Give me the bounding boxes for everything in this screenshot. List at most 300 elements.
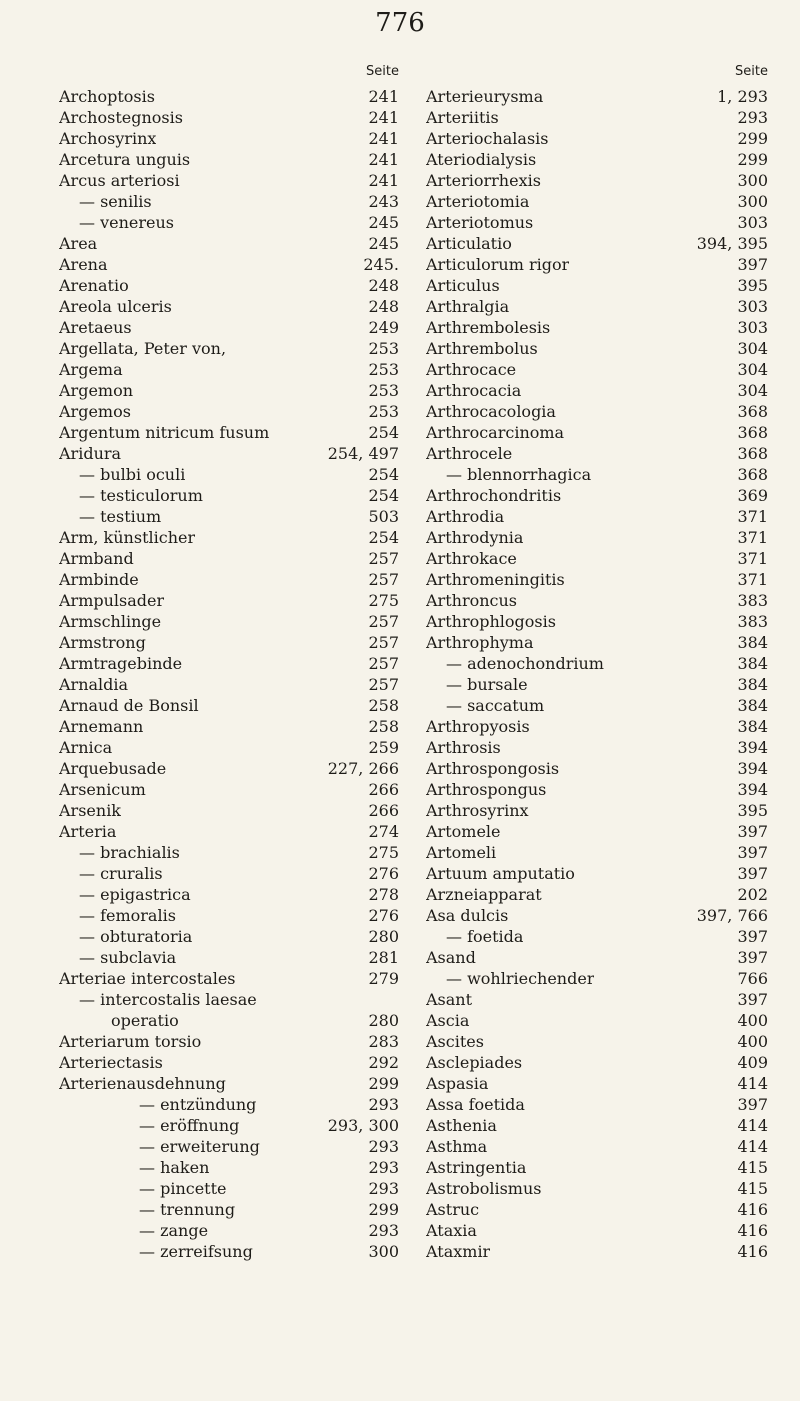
index-page-ref: 415 bbox=[737, 1179, 768, 1198]
index-entry bbox=[426, 716, 768, 737]
index-page-ref: 257 bbox=[368, 549, 399, 568]
index-term: Arthroncus bbox=[426, 591, 517, 610]
index-page-ref: 266 bbox=[368, 780, 399, 799]
index-entry bbox=[59, 590, 399, 611]
index-term: Artomeli bbox=[426, 843, 497, 862]
index-entry bbox=[59, 464, 399, 485]
index-page-ref: 253 bbox=[368, 339, 399, 358]
index-entry bbox=[426, 1115, 768, 1136]
index-entry bbox=[426, 485, 768, 506]
index-page-ref: 397 bbox=[737, 822, 768, 841]
index-entry bbox=[59, 1136, 399, 1157]
index-page-ref: 303 bbox=[737, 297, 768, 316]
index-term: Archoptosis bbox=[59, 87, 155, 106]
index-page-ref: 300 bbox=[737, 171, 768, 190]
index-term: — zerreifsung bbox=[139, 1242, 253, 1261]
index-page-ref: 254 bbox=[368, 528, 399, 547]
index-column-left bbox=[59, 64, 399, 1262]
index-page-ref: 371 bbox=[737, 570, 768, 589]
index-term: Arenatio bbox=[59, 276, 129, 295]
index-term: Asand bbox=[426, 948, 476, 967]
index-entry bbox=[59, 674, 399, 695]
index-page-ref: 409 bbox=[737, 1053, 768, 1072]
index-term: — wohlriechender bbox=[446, 969, 595, 988]
index-page-ref: 276 bbox=[368, 864, 399, 883]
index-entry bbox=[426, 695, 768, 716]
index-term: Arthrocace bbox=[426, 360, 517, 379]
index-entry bbox=[59, 107, 399, 128]
index-entry bbox=[59, 1157, 399, 1178]
index-page-ref: 241 bbox=[368, 150, 399, 169]
index-term: Asthenia bbox=[426, 1116, 497, 1135]
index-term: Arcus arteriosi bbox=[59, 171, 180, 190]
index-page-ref: 414 bbox=[737, 1137, 768, 1156]
index-term: Ascia bbox=[426, 1011, 470, 1030]
index-entry bbox=[59, 1199, 399, 1220]
index-page-ref: 293, 300 bbox=[327, 1116, 399, 1135]
index-term: — obturatoria bbox=[79, 927, 193, 946]
index-page-ref: 300 bbox=[368, 1242, 399, 1261]
index-term: Armpulsader bbox=[59, 591, 165, 610]
column-header: Seite bbox=[366, 64, 399, 79]
index-entry bbox=[59, 338, 399, 359]
index-page-ref: 279 bbox=[368, 969, 399, 988]
index-entry bbox=[426, 506, 768, 527]
index-page-ref: 253 bbox=[368, 402, 399, 421]
index-page-ref: 276 bbox=[368, 906, 399, 925]
index-term: Ataxmir bbox=[426, 1242, 491, 1261]
index-term: Asa dulcis bbox=[426, 906, 509, 925]
index-term: Arthrokace bbox=[426, 549, 517, 568]
index-entry bbox=[426, 1136, 768, 1157]
index-entry bbox=[426, 674, 768, 695]
index-entry bbox=[426, 149, 768, 170]
index-term: Aretaeus bbox=[59, 318, 132, 337]
index-entry bbox=[426, 380, 768, 401]
index-entry bbox=[426, 863, 768, 884]
index-page-ref: 280 bbox=[368, 927, 399, 946]
index-entry bbox=[59, 632, 399, 653]
index-term: Argema bbox=[59, 360, 123, 379]
index-term: Argemon bbox=[59, 381, 134, 400]
index-page-ref: 293 bbox=[368, 1221, 399, 1240]
index-entry bbox=[59, 1178, 399, 1199]
index-page-ref: 259 bbox=[368, 738, 399, 757]
index-page-ref: 397 bbox=[737, 948, 768, 967]
index-term: — femoralis bbox=[79, 906, 176, 925]
index-page-ref: 275 bbox=[368, 591, 399, 610]
index-entry bbox=[426, 947, 768, 968]
index-entry bbox=[426, 1094, 768, 1115]
index-page-ref: 397 bbox=[737, 864, 768, 883]
index-entry bbox=[426, 1220, 768, 1241]
index-term: Articulatio bbox=[426, 234, 512, 253]
index-term: Arthrodynia bbox=[426, 528, 524, 547]
index-term: — pincette bbox=[139, 1179, 227, 1198]
index-page-ref: 368 bbox=[737, 465, 768, 484]
index-term: Arteriarum torsio bbox=[59, 1032, 202, 1051]
index-term: — zange bbox=[139, 1221, 209, 1240]
index-term: — eröffnung bbox=[139, 1116, 240, 1135]
index-term: Arteriorrhexis bbox=[426, 171, 541, 190]
index-term: Armstrong bbox=[59, 633, 146, 652]
index-page-ref: 300 bbox=[737, 192, 768, 211]
index-entry bbox=[426, 317, 768, 338]
index-term: Arzneiapparat bbox=[426, 885, 542, 904]
index-term: Arterieurysma bbox=[426, 87, 544, 106]
index-page-ref: 397 bbox=[737, 843, 768, 862]
index-page-ref: 278 bbox=[368, 885, 399, 904]
index-page-ref: 371 bbox=[737, 528, 768, 547]
index-entry bbox=[426, 86, 768, 107]
index-entry bbox=[426, 989, 768, 1010]
index-entry bbox=[426, 1010, 768, 1031]
index-page-ref: 283 bbox=[368, 1032, 399, 1051]
index-page-ref: 280 bbox=[368, 1011, 399, 1030]
index-entry bbox=[59, 233, 399, 254]
index-entry bbox=[426, 1157, 768, 1178]
index-term: Ateriodialysis bbox=[426, 150, 537, 169]
index-term: — epigastrica bbox=[79, 885, 191, 904]
index-page-ref: 248 bbox=[368, 276, 399, 295]
index-entry bbox=[59, 884, 399, 905]
index-term: Arthropyosis bbox=[426, 717, 530, 736]
index-page-ref: 257 bbox=[368, 570, 399, 589]
index-page-ref: 416 bbox=[737, 1200, 768, 1219]
index-entry bbox=[426, 422, 768, 443]
index-entry bbox=[426, 1031, 768, 1052]
index-entry bbox=[59, 653, 399, 674]
index-term: Argellata, Peter von, bbox=[59, 339, 227, 358]
index-entry bbox=[59, 569, 399, 590]
index-page-ref: 414 bbox=[737, 1116, 768, 1135]
index-term: Arnica bbox=[59, 738, 113, 757]
index-page-ref: 275 bbox=[368, 843, 399, 862]
index-entry bbox=[59, 401, 399, 422]
index-term: Arnemann bbox=[59, 717, 144, 736]
index-page-ref: 394, 395 bbox=[696, 234, 768, 253]
index-page-ref: 383 bbox=[737, 591, 768, 610]
index-page-ref: 292 bbox=[368, 1053, 399, 1072]
index-term: Ataxia bbox=[426, 1221, 477, 1240]
index-entry bbox=[426, 737, 768, 758]
index-term: Armband bbox=[59, 549, 134, 568]
index-entry bbox=[426, 926, 768, 947]
index-entry bbox=[59, 527, 399, 548]
index-page-ref: 395 bbox=[737, 801, 768, 820]
index-entry bbox=[59, 86, 399, 107]
index-term: Armbinde bbox=[59, 570, 139, 589]
index-term: Arterienausdehnung bbox=[59, 1074, 226, 1093]
index-entry bbox=[59, 1052, 399, 1073]
index-term: Arteriotomia bbox=[426, 192, 530, 211]
index-term: Arthrophyma bbox=[426, 633, 534, 652]
index-entry bbox=[59, 359, 399, 380]
index-page-ref: 293 bbox=[737, 108, 768, 127]
index-term: — bursale bbox=[446, 675, 528, 694]
index-page-ref: 371 bbox=[737, 507, 768, 526]
index-page-ref: 397 bbox=[737, 927, 768, 946]
index-entry bbox=[426, 275, 768, 296]
index-entry bbox=[426, 653, 768, 674]
index-entry bbox=[426, 464, 768, 485]
index-page-ref: 416 bbox=[737, 1221, 768, 1240]
index-term: Arthrocacologia bbox=[426, 402, 556, 421]
index-term: Artomele bbox=[426, 822, 501, 841]
index-page-ref: 258 bbox=[368, 717, 399, 736]
index-entry bbox=[59, 821, 399, 842]
index-term: Asthma bbox=[426, 1137, 488, 1156]
index-entry bbox=[59, 170, 399, 191]
index-page-ref: 258 bbox=[368, 696, 399, 715]
index-page-ref: 253 bbox=[368, 360, 399, 379]
index-term: Arthrembolus bbox=[426, 339, 538, 358]
index-term: Area bbox=[59, 234, 98, 253]
index-entry bbox=[59, 800, 399, 821]
index-entry bbox=[426, 1073, 768, 1094]
index-page-ref: 400 bbox=[737, 1011, 768, 1030]
index-page-ref: 241 bbox=[368, 129, 399, 148]
index-term: Arthralgia bbox=[426, 297, 510, 316]
index-page-ref: 415 bbox=[737, 1158, 768, 1177]
index-entry bbox=[426, 968, 768, 989]
index-term: — venereus bbox=[79, 213, 174, 232]
index-page-ref: 253 bbox=[368, 381, 399, 400]
index-entry bbox=[59, 737, 399, 758]
index-term: — cruralis bbox=[79, 864, 163, 883]
index-term: Arthrophlogosis bbox=[426, 612, 556, 631]
index-entry bbox=[59, 779, 399, 800]
index-term: Arsenik bbox=[59, 801, 121, 820]
index-term: Assa foetida bbox=[426, 1095, 525, 1114]
index-page-ref: 303 bbox=[737, 213, 768, 232]
index-page-ref: 257 bbox=[368, 612, 399, 631]
index-entry bbox=[59, 443, 399, 464]
index-entry bbox=[59, 695, 399, 716]
index-entry bbox=[59, 422, 399, 443]
index-entry bbox=[59, 485, 399, 506]
index-entry bbox=[59, 296, 399, 317]
index-page-ref: 293 bbox=[368, 1137, 399, 1156]
index-page-ref: 304 bbox=[737, 381, 768, 400]
index-term: — foetida bbox=[446, 927, 524, 946]
index-term: Arthrosyrinx bbox=[426, 801, 529, 820]
index-term: Arnaud de Bonsil bbox=[59, 696, 199, 715]
index-term: Arcetura unguis bbox=[59, 150, 191, 169]
index-entry bbox=[59, 611, 399, 632]
index-term: Argemos bbox=[59, 402, 131, 421]
index-term: — erweiterung bbox=[139, 1137, 260, 1156]
column-header: Seite bbox=[735, 64, 768, 79]
index-term: Arthrocarcinoma bbox=[426, 423, 565, 442]
index-term: Arthrochondritis bbox=[426, 486, 562, 505]
page-number: 776 bbox=[375, 8, 425, 38]
index-term: Arthrembolesis bbox=[426, 318, 551, 337]
index-term: Arm, künstlicher bbox=[59, 528, 196, 547]
index-entry bbox=[59, 380, 399, 401]
index-entry bbox=[59, 947, 399, 968]
index-entry bbox=[59, 128, 399, 149]
index-page-ref: 1, 293 bbox=[717, 87, 768, 106]
index-entry bbox=[59, 1031, 399, 1052]
index-term: — subclavia bbox=[79, 948, 177, 967]
index-term: Aridura bbox=[59, 444, 122, 463]
index-page-ref: 400 bbox=[737, 1032, 768, 1051]
index-entry bbox=[59, 863, 399, 884]
index-term: Arteriae intercostales bbox=[59, 969, 236, 988]
index-page-ref: 384 bbox=[737, 696, 768, 715]
index-entry bbox=[426, 1052, 768, 1073]
index-entry bbox=[59, 212, 399, 233]
index-term: Articulorum rigor bbox=[426, 255, 570, 274]
index-term: — brachialis bbox=[79, 843, 180, 862]
index-term: operatio bbox=[111, 1011, 179, 1030]
index-term: Archostegnosis bbox=[59, 108, 183, 127]
index-term: — senilis bbox=[79, 192, 152, 211]
index-term: — trennung bbox=[139, 1200, 236, 1219]
index-term: Astruc bbox=[426, 1200, 480, 1219]
index-page-ref: 245 bbox=[368, 234, 399, 253]
index-entry bbox=[426, 338, 768, 359]
index-page-ref: 299 bbox=[737, 150, 768, 169]
index-page-ref: 395 bbox=[737, 276, 768, 295]
index-entry bbox=[426, 821, 768, 842]
index-term: Arthrocele bbox=[426, 444, 513, 463]
index-page-ref: 503 bbox=[368, 507, 399, 526]
index-entry bbox=[426, 233, 768, 254]
index-term: Arena bbox=[59, 255, 108, 274]
index-term: Arquebusade bbox=[59, 759, 167, 778]
index-entry bbox=[426, 296, 768, 317]
index-page-ref: 241 bbox=[368, 87, 399, 106]
index-page-ref: 257 bbox=[368, 633, 399, 652]
index-term: Archosyrinx bbox=[59, 129, 157, 148]
index-entry bbox=[426, 527, 768, 548]
index-entry bbox=[426, 590, 768, 611]
index-page-ref: 202 bbox=[737, 885, 768, 904]
index-page-ref: 394 bbox=[737, 780, 768, 799]
index-page-ref: 266 bbox=[368, 801, 399, 820]
index-page-ref: 249 bbox=[368, 318, 399, 337]
index-entry bbox=[59, 1010, 399, 1031]
index-term: Astringentia bbox=[426, 1158, 527, 1177]
index-entry bbox=[59, 1094, 399, 1115]
index-entry bbox=[426, 359, 768, 380]
index-page-ref: 766 bbox=[737, 969, 768, 988]
index-page-ref: 368 bbox=[737, 423, 768, 442]
index-entry bbox=[426, 128, 768, 149]
index-term: Arteriotomus bbox=[426, 213, 534, 232]
index-entry bbox=[426, 569, 768, 590]
index-term: Asant bbox=[426, 990, 473, 1009]
index-term: Armschlinge bbox=[59, 612, 162, 631]
index-entry bbox=[426, 758, 768, 779]
index-entry bbox=[426, 632, 768, 653]
index-entry bbox=[59, 191, 399, 212]
index-page-ref: 371 bbox=[737, 549, 768, 568]
index-page-ref: 293 bbox=[368, 1158, 399, 1177]
index-term: Arthromeningitis bbox=[426, 570, 565, 589]
index-entry bbox=[59, 1073, 399, 1094]
index-page-ref: 274 bbox=[368, 822, 399, 841]
index-term: Arteriitis bbox=[426, 108, 499, 127]
index-page-ref: 254 bbox=[368, 465, 399, 484]
index-page-ref: 368 bbox=[737, 444, 768, 463]
index-page-ref: 384 bbox=[737, 654, 768, 673]
index-term: Asclepiades bbox=[426, 1053, 523, 1072]
index-page-ref: 299 bbox=[737, 129, 768, 148]
index-term: — saccatum bbox=[446, 696, 545, 715]
index-entry bbox=[59, 905, 399, 926]
index-entry bbox=[59, 548, 399, 569]
index-term: — adenochondrium bbox=[446, 654, 604, 673]
index-entry bbox=[426, 548, 768, 569]
index-term: Arsenicum bbox=[59, 780, 146, 799]
index-term: Astrobolismus bbox=[426, 1179, 542, 1198]
index-term: Arthrosis bbox=[426, 738, 501, 757]
index-entry bbox=[426, 842, 768, 863]
index-entry bbox=[59, 254, 399, 275]
index-page-ref: 384 bbox=[737, 675, 768, 694]
index-entry bbox=[426, 443, 768, 464]
index-entry bbox=[426, 779, 768, 800]
index-entry bbox=[59, 758, 399, 779]
index-term: Arteriectasis bbox=[59, 1053, 163, 1072]
index-page-ref: 397 bbox=[737, 255, 768, 274]
index-entry bbox=[426, 1241, 768, 1262]
index-term: — bulbi oculi bbox=[79, 465, 186, 484]
index-entry bbox=[426, 191, 768, 212]
index-entry bbox=[426, 107, 768, 128]
index-entry bbox=[59, 989, 399, 1010]
index-entry bbox=[426, 170, 768, 191]
index-entry bbox=[426, 611, 768, 632]
index-entry bbox=[59, 842, 399, 863]
index-term: — intercostalis laesae bbox=[79, 990, 257, 1009]
index-term: Ascites bbox=[426, 1032, 484, 1051]
index-page-ref: 299 bbox=[368, 1074, 399, 1093]
index-page-ref: 397 bbox=[737, 1095, 768, 1114]
index-term: Armtragebinde bbox=[59, 654, 183, 673]
index-term: — testiculorum bbox=[79, 486, 203, 505]
index-page-ref: 394 bbox=[737, 759, 768, 778]
index-term: Areola ulceris bbox=[59, 297, 172, 316]
index-page-ref: 304 bbox=[737, 360, 768, 379]
index-entry bbox=[59, 317, 399, 338]
index-page-ref: 245 bbox=[368, 213, 399, 232]
index-term: Argentum nitricum fusum bbox=[59, 423, 270, 442]
index-term: Aspasia bbox=[426, 1074, 489, 1093]
index-page-ref: 241 bbox=[368, 108, 399, 127]
index-page-ref: 243 bbox=[368, 192, 399, 211]
index-page-ref: 293 bbox=[368, 1095, 399, 1114]
index-page-ref: 383 bbox=[737, 612, 768, 631]
index-page-ref: 369 bbox=[737, 486, 768, 505]
index-term: Arnaldia bbox=[59, 675, 129, 694]
index-term: Arthrospongosis bbox=[426, 759, 560, 778]
index-page-ref: 416 bbox=[737, 1242, 768, 1261]
index-page-ref: 397 bbox=[737, 990, 768, 1009]
index-page-ref: 257 bbox=[368, 675, 399, 694]
index-term: Articulus bbox=[426, 276, 500, 295]
index-entry bbox=[59, 1115, 399, 1136]
index-page-ref: 254 bbox=[368, 486, 399, 505]
index-page-ref: 384 bbox=[737, 633, 768, 652]
index-entry bbox=[59, 1220, 399, 1241]
index-entry bbox=[426, 884, 768, 905]
index-entry bbox=[59, 968, 399, 989]
index-page-ref: 281 bbox=[368, 948, 399, 967]
